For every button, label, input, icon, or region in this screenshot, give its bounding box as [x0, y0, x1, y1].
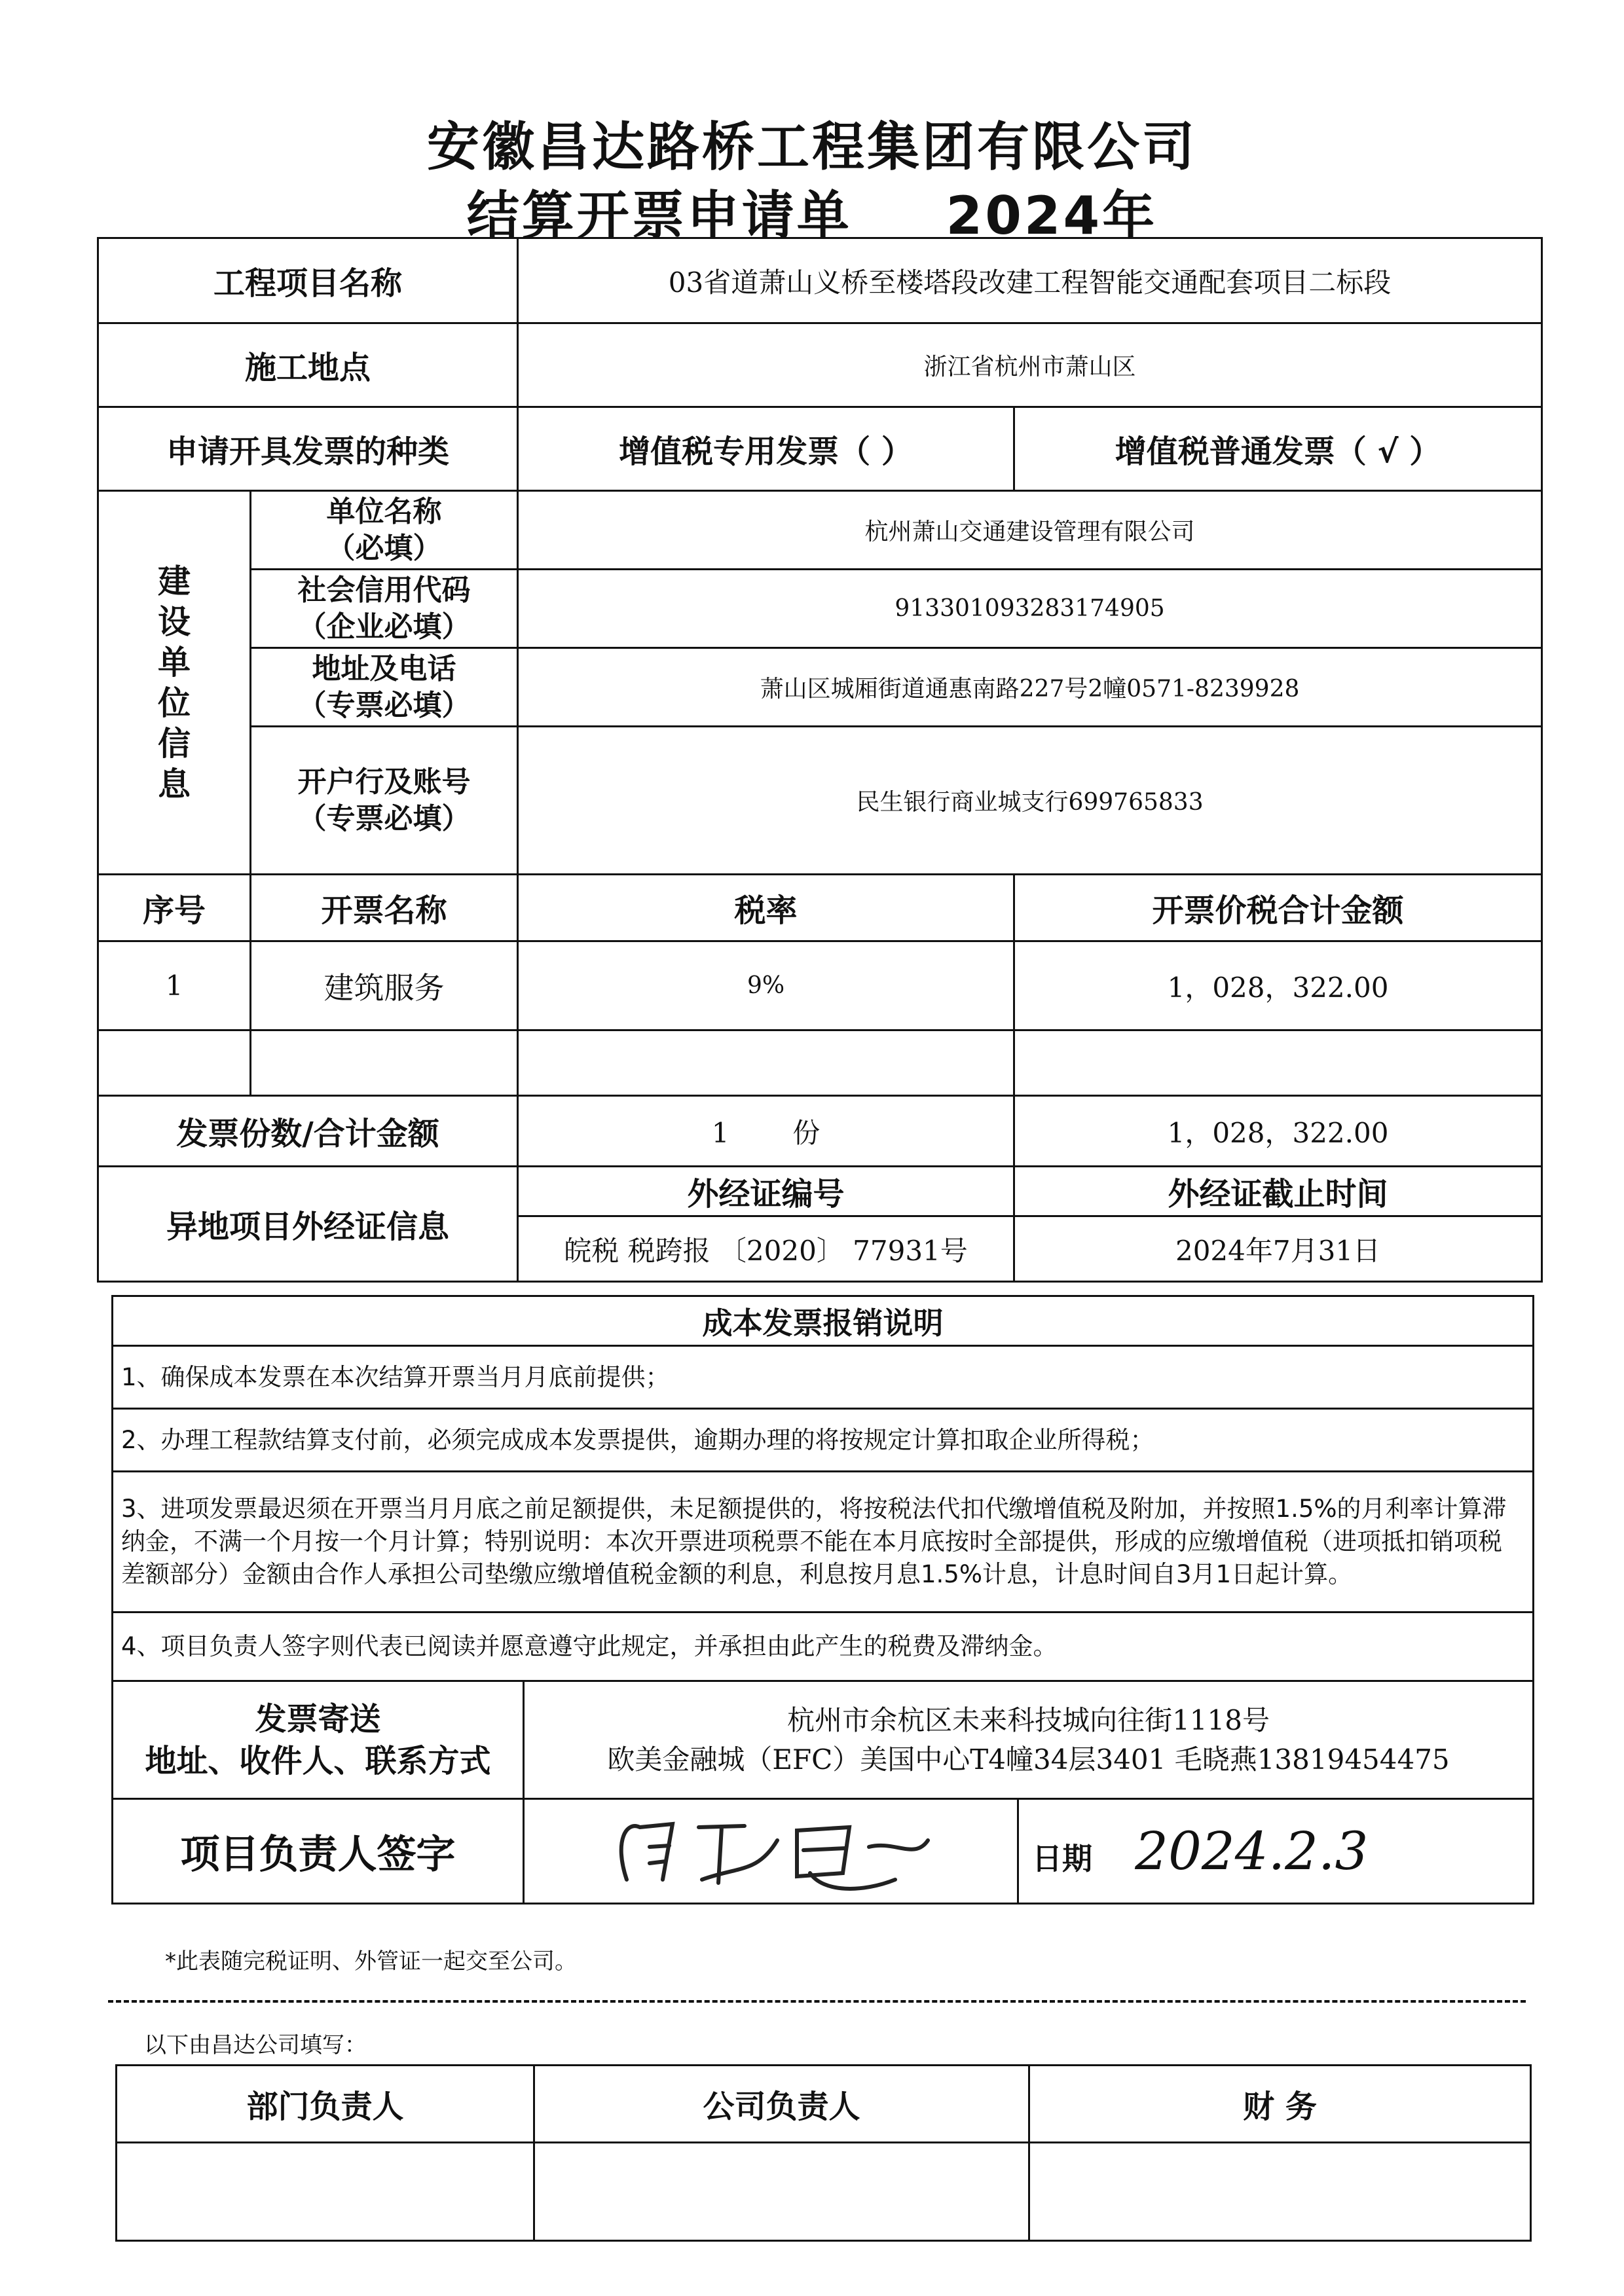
office-table	[115, 2064, 1532, 2242]
delivery-label-line2: 地址、收件人、联系方式	[145, 1742, 491, 1779]
notes-table	[111, 1295, 1534, 1904]
address-value: 萧山区城厢街道通惠南路227号2幢0571-8239928	[518, 648, 1542, 727]
note-item-1: 1、确保成本发票在本次结算开票当月月底前提供；	[113, 1346, 1534, 1409]
address-required: （专票必填）	[297, 688, 471, 722]
credit-code-value: 913301093283174905	[518, 570, 1542, 648]
empty-cell	[251, 1030, 518, 1096]
location-value: 浙江省杭州市萧山区	[518, 323, 1542, 407]
external-cert-deadline-label: 外经证截止时间	[1014, 1167, 1542, 1216]
summary-total: 1，028，322.00	[1014, 1096, 1542, 1167]
main-form-table	[97, 237, 1543, 1283]
date-label: 日期	[1032, 1841, 1092, 1876]
row-rate: 9%	[518, 941, 1014, 1030]
project-name-label: 工程项目名称	[98, 238, 518, 323]
dashed-separator	[108, 2000, 1526, 2003]
external-cert-no-value: 皖税 税跨报 〔2020〕 77931号	[518, 1216, 1014, 1282]
delivery-value	[524, 1681, 1534, 1799]
bank-value: 民生银行商业城支行699765833	[518, 727, 1542, 875]
project-name-value: 03省道萧山义桥至楼塔段改建工程智能交通配套项目二标段	[518, 238, 1542, 323]
unit-name-required: （必填）	[326, 531, 442, 565]
company-name: 安徽昌达路桥工程集团有限公司	[427, 117, 1197, 177]
empty-cell	[518, 1030, 1014, 1096]
note-item-4: 4、项目负责人签字则代表已阅读并愿意遵守此规定，并承担由此产生的税费及滞纳金。	[113, 1613, 1534, 1681]
empty-cell	[98, 1030, 251, 1096]
table-row	[98, 941, 1542, 1030]
note-item-2: 2、办理工程款结算支付前，必须完成成本发票提供，逾期办理的将按规定计算扣取企业所得税；	[113, 1409, 1534, 1472]
address-label-text: 地址及电话	[312, 651, 456, 685]
summary-count: 1	[711, 1116, 729, 1149]
bank-label	[251, 727, 518, 875]
col-header-rate: 税率	[518, 875, 1014, 941]
unit-name-label	[251, 491, 518, 570]
row-no: 1	[98, 941, 251, 1030]
address-label	[251, 648, 518, 727]
col-header-name: 开票名称	[251, 875, 518, 941]
credit-code-label	[251, 570, 518, 648]
col-header-amount: 开票价税合计金额	[1014, 875, 1542, 941]
signature-cell	[524, 1799, 1018, 1904]
note-item-3: 3、进项发票最迟须在开票当月月底之前足额提供，未足额提供的，将按税法代扣代缴增值税及附加，并按照1.5%的月利率计算滞纳金，不满一个月按一个月计算；特别说明：本次开票进项税票不能在本月底按时全部提供，形成的应缴增值税（进项抵扣销项税差额部分）金额由合作人承担公司垫缴应缴增值税金额的利息，利息按月息1.5%计息，计息时间自3月1日起计算。	[113, 1472, 1534, 1613]
table-row-empty	[98, 1030, 1542, 1096]
row-amount: 1，028，322.00	[1014, 941, 1542, 1030]
company-head-sign[interactable]	[534, 2143, 1029, 2241]
delivery-label	[113, 1681, 524, 1799]
dept-head-label: 部门负责人	[117, 2066, 534, 2143]
unit-name-value: 杭州萧山交通建设管理有限公司	[518, 491, 1542, 570]
delivery-line1: 杭州市余杭区未来科技城向往街1118号	[787, 1704, 1270, 1736]
empty-cell	[1014, 1030, 1542, 1096]
handwritten-signature	[587, 1801, 954, 1899]
builder-info-group	[98, 491, 251, 875]
delivery-label-line1: 发票寄送	[255, 1700, 381, 1738]
summary-label: 发票份数/合计金额	[98, 1096, 518, 1167]
row-name: 建筑服务	[251, 941, 518, 1030]
unit-name-label-text: 单位名称	[326, 494, 442, 528]
finance-label: 财 务	[1029, 2066, 1531, 2143]
company-head-label: 公司负责人	[534, 2066, 1029, 2143]
date-cell	[1018, 1799, 1534, 1904]
form-title-text: 结算开票申请单	[466, 185, 852, 246]
external-cert-label: 异地项目外经证信息	[98, 1167, 518, 1282]
dept-head-sign[interactable]	[117, 2143, 534, 2241]
summary-count-unit: 份	[792, 1116, 821, 1149]
bank-required: （专票必填）	[297, 801, 471, 835]
invoice-type-ordinary: 增值税普通发票（ √ ）	[1014, 407, 1542, 491]
external-cert-no-label: 外经证编号	[518, 1167, 1014, 1216]
bank-label-text: 开户行及账号	[297, 765, 471, 799]
builder-info-label: 建设单位信息	[158, 562, 191, 803]
office-intro: 以下由昌达公司填写：	[144, 2032, 367, 2058]
external-cert-deadline-value: 2024年7月31日	[1014, 1216, 1542, 1282]
summary-count-cell	[518, 1096, 1014, 1167]
signature-label: 项目负责人签字	[113, 1799, 524, 1904]
form-year: 2024年	[946, 185, 1158, 246]
credit-code-required: （企业必填）	[297, 610, 471, 644]
notes-title: 成本发票报销说明	[113, 1296, 1534, 1346]
finance-sign[interactable]	[1029, 2143, 1531, 2241]
delivery-line2: 欧美金融城（EFC）美国中心T4幢34层3401 毛晓燕13819454475	[607, 1743, 1450, 1776]
col-header-no: 序号	[98, 875, 251, 941]
date-value: 2024.2.3	[1135, 1821, 1369, 1882]
location-label: 施工地点	[98, 323, 518, 407]
credit-code-label-text: 社会信用代码	[297, 573, 471, 607]
invoice-type-label: 申请开具发票的种类	[98, 407, 518, 491]
footnote: *此表随完税证明、外管证一起交至公司。	[165, 1948, 577, 1975]
invoice-type-special: 增值税专用发票（ ）	[518, 407, 1014, 491]
